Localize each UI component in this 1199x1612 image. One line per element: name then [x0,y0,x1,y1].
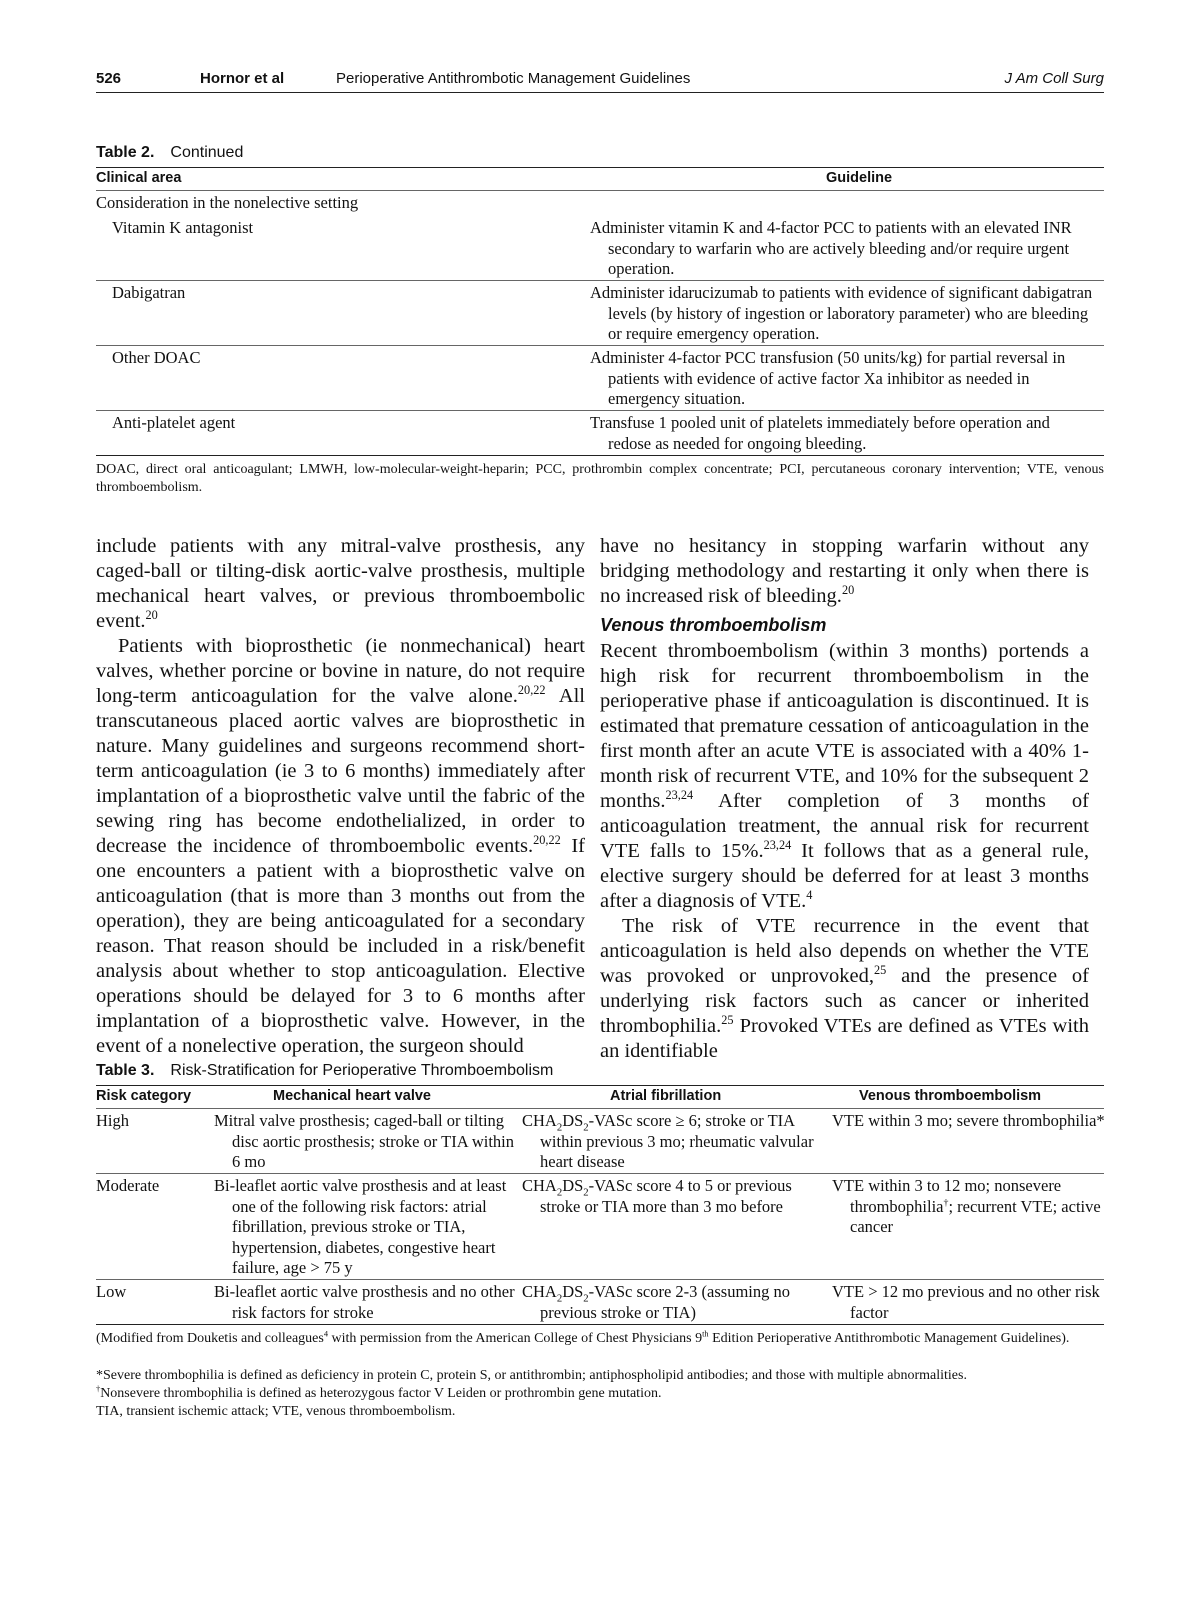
vte-criteria: VTE within 3 mo; severe thrombophilia* [832,1111,1105,1130]
table2-row-rule [96,410,1104,411]
paragraph [96,634,585,1059]
table3-header-rule [96,1108,1104,1109]
dagger-mark: † [96,1384,101,1394]
paragraph [600,914,1089,1064]
vte-criteria [832,1176,1112,1238]
af-criteria-text: score 2-3 (assuming no previous stroke or TIA) [540,1282,790,1322]
note-text: (Modified from Douketis and colleagues [96,1331,324,1346]
vte-criteria-text: VTE within 3 to 12 mo; nonsevere thrombophilia [832,1176,1062,1216]
score-subscript: 2 [556,1121,563,1134]
paragraph [600,639,1089,914]
af-criteria-text: score ≥ 6; stroke or TIA within previous 3 mo; rheumatic valvular heart disease [540,1111,814,1171]
table2-row-rule [96,345,1104,346]
header-authors: Hornor et al [200,70,285,87]
table2-area: Anti-platelet agent [112,413,236,432]
risk-category: Moderate [96,1176,160,1195]
table2-guideline: Administer vitamin K and 4-factor PCC to patients with an elevated INR secondary to warfarin who are actively bleeding and/or require urgent operation. [590,218,1072,278]
text-run: and the presence of underlying risk factors such as cancer or inherited thrombophilia. [600,965,1090,1037]
score-subscript: 2 [556,1186,563,1199]
citation: 23,24 [665,788,694,803]
text-run: After completion of 3 months of anticoagulation treatment, the annual risk for recurrent VTE falls to 15%. [600,790,1089,862]
table3-header-mechanical: Mechanical heart valve [273,1088,431,1104]
table3-nonsevere-footnote [96,1385,1104,1403]
citation: 23,24 [763,838,792,853]
table2-caption-text: Continued [170,144,244,161]
table3-caption [96,1062,553,1080]
text-run: If one encounters a patient with a bioprosthetic valve on anticoagulation (that is more than 3 months out from the operation), they are being anticoagulated for a secondary reason. That reason should be included in a risk/benefit analysis about whether to stop anticoagulation. Elective operations should be delayed for 3 to 6 months after implantation of a bioprosthetic valve. However, in the event of a nonelective operation, the surgeon should [96,835,585,1057]
body-left-column [96,534,585,1059]
mechanical-valve-criteria: Bi-leaflet aortic valve prosthesis and at least one of the following risk factors: atrial fibrillation, previous stroke or TIA, hypertension, diabetes, congestive heart failure, age > 75 y [214,1176,507,1277]
table3-row-rule [96,1279,1104,1280]
mechanical-valve-criteria: Mitral valve prosthesis; caged-ball or tilting disc aortic prosthesis; stroke or TIA within 6 mo [214,1111,514,1171]
table2-guideline: Transfuse 1 pooled unit of platelets immediately before operation and redose as needed for ongoing bleeding. [590,413,1050,453]
table2-footnote: DOAC, direct oral anticoagulant; LMWH, low-molecular-weight-heparin; PCC, prothrombin complex concentrate; PCI, percutaneous coronary intervention; VTE, venous thromboembolism. [96,462,1104,495]
citation: 4 [806,888,813,903]
score-text: DS [562,1282,584,1301]
table2-label: Table 2. [96,144,155,161]
citation: 20,22 [533,833,561,848]
table3-caption-text: Risk-Stratification for Perioperative Thromboembolism [170,1062,554,1079]
text-run: Provoked VTEs are defined as VTEs with an identifiable [600,1015,1089,1062]
paragraph [96,534,585,634]
ordinal-suffix: th [702,1329,709,1339]
header-journal: J Am Coll Surg [1004,70,1104,87]
text-run: include patients with any mitral-valve prosthesis, any caged-ball or tilting-disk aortic-valve prosthesis, multiple mechanical heart valves, or previous thromboembolic event. [96,535,585,632]
table2-guideline: Administer 4-factor PCC transfusion (50 units/kg) for partial reversal in patients with evidence of active factor Xa inhibitor as needed in emergency situation. [590,348,1066,408]
table3-abbreviations: TIA, transient ischemic attack; VTE, venous thromboembolism. [96,1404,456,1419]
score-text: -VASc [588,1111,633,1130]
citation: 20,22 [517,683,546,698]
table2-bottom-rule [96,455,1104,456]
score-text: DS [562,1111,584,1130]
table3-header-af: Atrial fibrillation [610,1088,722,1104]
citation: 25 [873,963,887,978]
score-text: CHA [522,1176,557,1195]
table2-area: Dabigatran [112,283,186,302]
score-text: CHA [522,1282,557,1301]
score-subscript: 2 [583,1186,589,1199]
table3-header-vte: Venous thromboembolism [859,1088,1042,1104]
table3-top-rule [96,1085,1104,1086]
dagger-mark: † [943,1197,949,1208]
table2-section-label: Consideration in the nonelective setting [96,193,359,212]
table3-label: Table 3. [96,1062,155,1079]
vte-criteria: VTE > 12 mo previous and no other risk factor [832,1282,1100,1322]
table2-top-rule [96,167,1104,168]
table3-header-risk: Risk category [96,1088,192,1104]
body-right-column [600,534,1089,1064]
section-heading: Venous thromboembolism [600,615,827,635]
af-criteria-text: score 4 to 5 or previous stroke or TIA more than 3 mo before [540,1176,792,1216]
table3-bottom-rule [96,1324,1104,1325]
table2-guideline: Administer idarucizumab to patients with evidence of significant dabigatran levels (by history of ingestion or laboratory parameter) who are bleeding or require emergency operation. [590,283,1093,343]
table2-area: Other DOAC [112,348,201,367]
text-run: Recent thromboembolism (within 3 months) portends a high risk for recurrent thromboembolism in the perioperative phase if anticoagulation is discontinued. It is estimated that premature cessation of anticoagulation in the first month after an acute VTE is associated with a 40% 1-month risk of recurrent VTE, and 10% for the subsequent 2 months. [600,640,1089,812]
table2-header-guideline: Guideline [826,170,893,186]
text-run: All transcutaneous placed aortic valves are bioprosthetic in nature. Many guidelines and surgeons recommend short-term anticoagulation (ie 3 to 6 months) immediately after implantation of a bioprosthetic valve until the fabric of the sewing ring has become endothelialized, in order to decrease the incidence of thromboembolic events. [96,685,585,857]
af-criteria [522,1176,834,1217]
table3-row-rule [96,1173,1104,1174]
af-criteria [522,1282,834,1323]
score-text: CHA [522,1111,557,1130]
text-run: The risk of VTE recurrence in the event that anticoagulation is held also depends on whether the VTE was provoked or unprovoked, [600,915,1089,987]
table2-caption [96,144,243,162]
note-text: Nonsevere thrombophilia is defined as heterozygous factor V Leiden or prothrombin gene mutation. [100,1386,662,1401]
citation: 4 [323,1329,329,1339]
citation: 20 [145,608,158,623]
score-subscript: 2 [556,1292,563,1305]
header-title: Perioperative Antithrombotic Management Guidelines [336,70,691,87]
score-text: -VASc [588,1176,633,1195]
note-text: Edition Perioperative Antithrombotic Management Guidelines). [708,1331,1070,1346]
table2-header-clinical-area: Clinical area [96,170,182,186]
vte-criteria-text: ; recurrent VTE; active cancer [850,1196,1101,1236]
page-number: 526 [96,70,122,87]
text-run: have no hesitancy in stopping warfarin without any bridging methodology and restarting it only when there is no increased risk of bleeding. [600,535,1089,607]
text-run: It follows that as a general rule, elective surgery should be deferred for at least 3 months after a diagnosis of VTE. [600,840,1089,912]
citation: 20 [841,583,855,598]
risk-category: High [96,1111,129,1130]
table3-source-note [96,1330,1104,1348]
risk-category: Low [96,1282,127,1301]
table2-header-rule [96,190,1104,191]
score-subscript: 2 [583,1292,589,1305]
score-subscript: 2 [583,1121,589,1134]
text-run: Patients with bioprosthetic (ie nonmechanical) heart valves, whether porcine or bovine in nature, do not require long-term anticoagulation for the valve alone. [96,635,585,707]
running-header [96,68,1104,93]
table3-severe-footnote: *Severe thrombophilia is defined as deficiency in protein C, protein S, or antithrombin; antiphospholipid antibodies; and those with multiple abnormalities. [96,1368,967,1383]
mechanical-valve-criteria: Bi-leaflet aortic valve prosthesis and no other risk factors for stroke [214,1282,515,1322]
citation: 25 [721,1013,734,1028]
table2-area: Vitamin K antagonist [112,218,254,237]
score-text: -VASc [588,1282,633,1301]
af-criteria [522,1111,834,1173]
paragraph [600,534,1089,609]
table2-row-rule [96,280,1104,281]
note-text: with permission from the American College of Chest Physicians 9 [328,1331,703,1346]
score-text: DS [562,1176,584,1195]
